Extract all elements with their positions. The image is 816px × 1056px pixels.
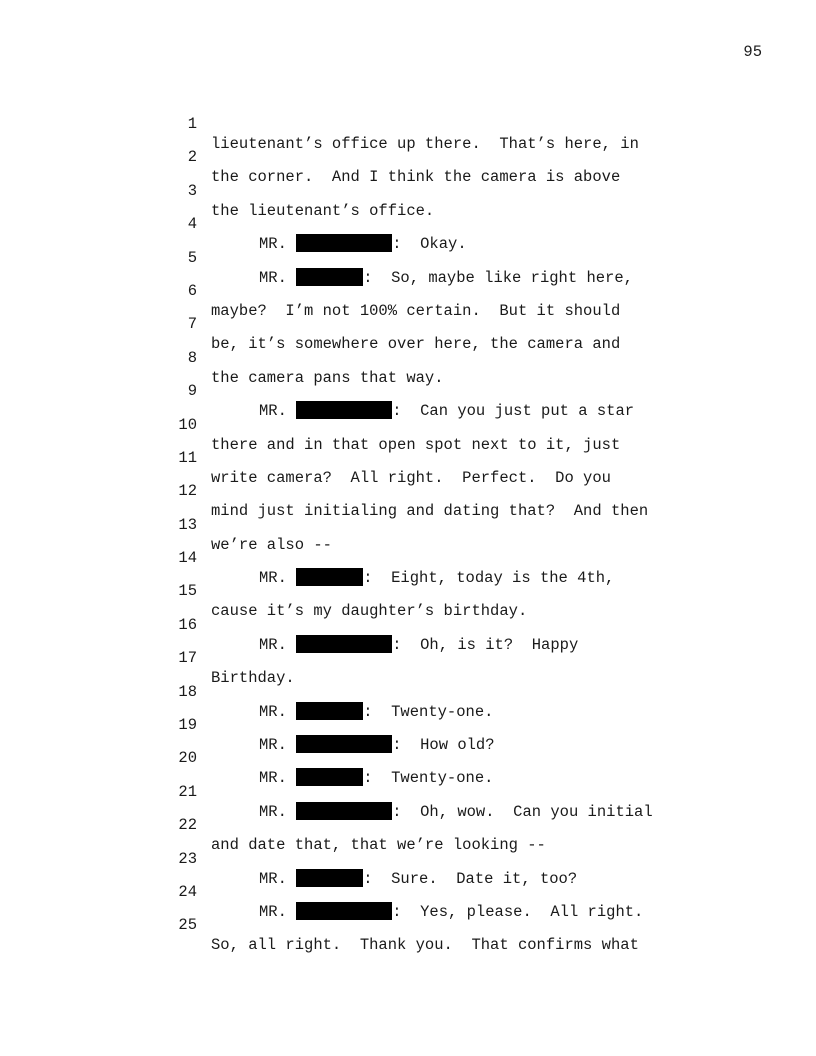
transcript-line <box>170 829 690 888</box>
speaker-prefix: MR. <box>259 569 297 588</box>
speech-text: : Yes, please. All right. <box>392 902 644 921</box>
line-number: 7 <box>187 315 197 334</box>
line-number: 16 <box>178 615 197 634</box>
transcript-line <box>170 361 690 421</box>
speech-text: : So, maybe like right here, <box>363 268 633 287</box>
line-text: the lieutenant’s office. <box>211 201 435 220</box>
line-text: be, it’s somewhere over here, the camera and <box>211 335 621 354</box>
line-number: 2 <box>187 148 197 167</box>
transcript-line <box>170 194 690 254</box>
speaker-prefix: MR. <box>259 802 297 821</box>
transcript-line <box>170 328 690 387</box>
speech-text: : Oh, wow. Can you initial <box>392 802 653 821</box>
transcript-line <box>170 895 690 955</box>
speaker-prefix: MR. <box>259 736 297 755</box>
speaker-prefix: MR. <box>259 235 297 254</box>
line-number: 22 <box>178 816 197 835</box>
line-number: 5 <box>187 248 197 267</box>
line-text: the corner. And I think the camera is above <box>211 168 621 187</box>
speaker-prefix: MR. <box>259 702 297 721</box>
speech-text: : Can you just put a star <box>392 402 635 421</box>
line-text: we’re also -- <box>211 535 332 554</box>
line-text: cause it’s my daughter’s birthday. <box>211 602 528 621</box>
line-number: 25 <box>178 916 197 935</box>
transcript-line <box>170 795 690 855</box>
speaker-prefix: MR. <box>259 902 297 921</box>
line-text: write camera? All right. Perfect. Do you <box>211 468 611 487</box>
line-number: 21 <box>178 782 197 801</box>
line-number: 10 <box>178 415 197 434</box>
line-text: lieutenant’s office up there. That’s here, in <box>211 135 639 153</box>
transcript-line <box>170 595 690 654</box>
speech-text: : How old? <box>392 736 495 755</box>
line-number: 6 <box>187 281 197 300</box>
transcript-line <box>170 228 690 287</box>
transcript-line <box>170 461 690 521</box>
speech-text: : Twenty-one. <box>363 769 494 788</box>
line-text: the camera pans that way. <box>211 368 444 387</box>
line-text: So, all right. Thank you. That confirms what <box>211 936 639 955</box>
line-number: 4 <box>187 215 197 234</box>
speech-text: : Eight, today is the 4th, <box>363 569 615 588</box>
line-number: 19 <box>178 716 197 735</box>
transcript-line <box>170 528 690 588</box>
line-number: 9 <box>187 382 197 401</box>
transcript-line <box>170 862 690 921</box>
line-text: Birthday. <box>211 669 295 688</box>
transcript-line <box>170 762 690 821</box>
line-number: 13 <box>178 515 197 534</box>
transcript-line <box>170 94 690 153</box>
transcript-line <box>170 495 690 554</box>
page-number: 95 <box>743 43 762 61</box>
speaker-prefix: MR. <box>259 869 297 888</box>
line-number: 3 <box>187 181 197 200</box>
line-number: 20 <box>178 749 197 768</box>
line-number: 8 <box>187 348 197 367</box>
speech-text: : Sure. Date it, too? <box>363 869 578 888</box>
speaker-prefix: MR. <box>259 769 297 788</box>
line-text: maybe? I’m not 100% certain. But it should <box>211 301 621 320</box>
line-number: 12 <box>178 482 197 501</box>
transcript-line <box>170 261 690 320</box>
speech-text: : Oh, is it? Happy <box>392 635 579 654</box>
transcript-line <box>170 561 690 621</box>
transcript-line <box>170 127 690 187</box>
transcript-line <box>170 628 690 688</box>
line-number: 23 <box>178 849 197 868</box>
line-number: 14 <box>178 549 197 568</box>
line-text: mind just initialing and dating that? And then <box>211 502 649 521</box>
transcript-line <box>170 395 690 454</box>
line-number: 24 <box>178 882 197 901</box>
transcript-line <box>170 161 690 220</box>
line-number: 17 <box>178 649 197 668</box>
transcript-line <box>170 428 690 487</box>
speech-text: : Okay. <box>392 235 467 254</box>
line-text: and date that, that we’re looking -- <box>211 836 546 855</box>
line-text: there and in that open spot next to it, just <box>211 435 621 454</box>
line-number: 15 <box>178 582 197 601</box>
line-number: 1 <box>187 115 197 133</box>
transcript-line <box>170 695 690 755</box>
transcript <box>170 94 690 955</box>
line-number: 11 <box>178 448 197 467</box>
transcript-line <box>170 662 690 721</box>
transcript-line <box>170 294 690 354</box>
line-number: 18 <box>178 682 197 701</box>
speaker-prefix: MR. <box>259 268 297 287</box>
transcript-line <box>170 728 690 788</box>
speech-text: : Twenty-one. <box>363 702 494 721</box>
speaker-prefix: MR. <box>259 635 297 654</box>
speaker-prefix: MR. <box>259 402 297 421</box>
